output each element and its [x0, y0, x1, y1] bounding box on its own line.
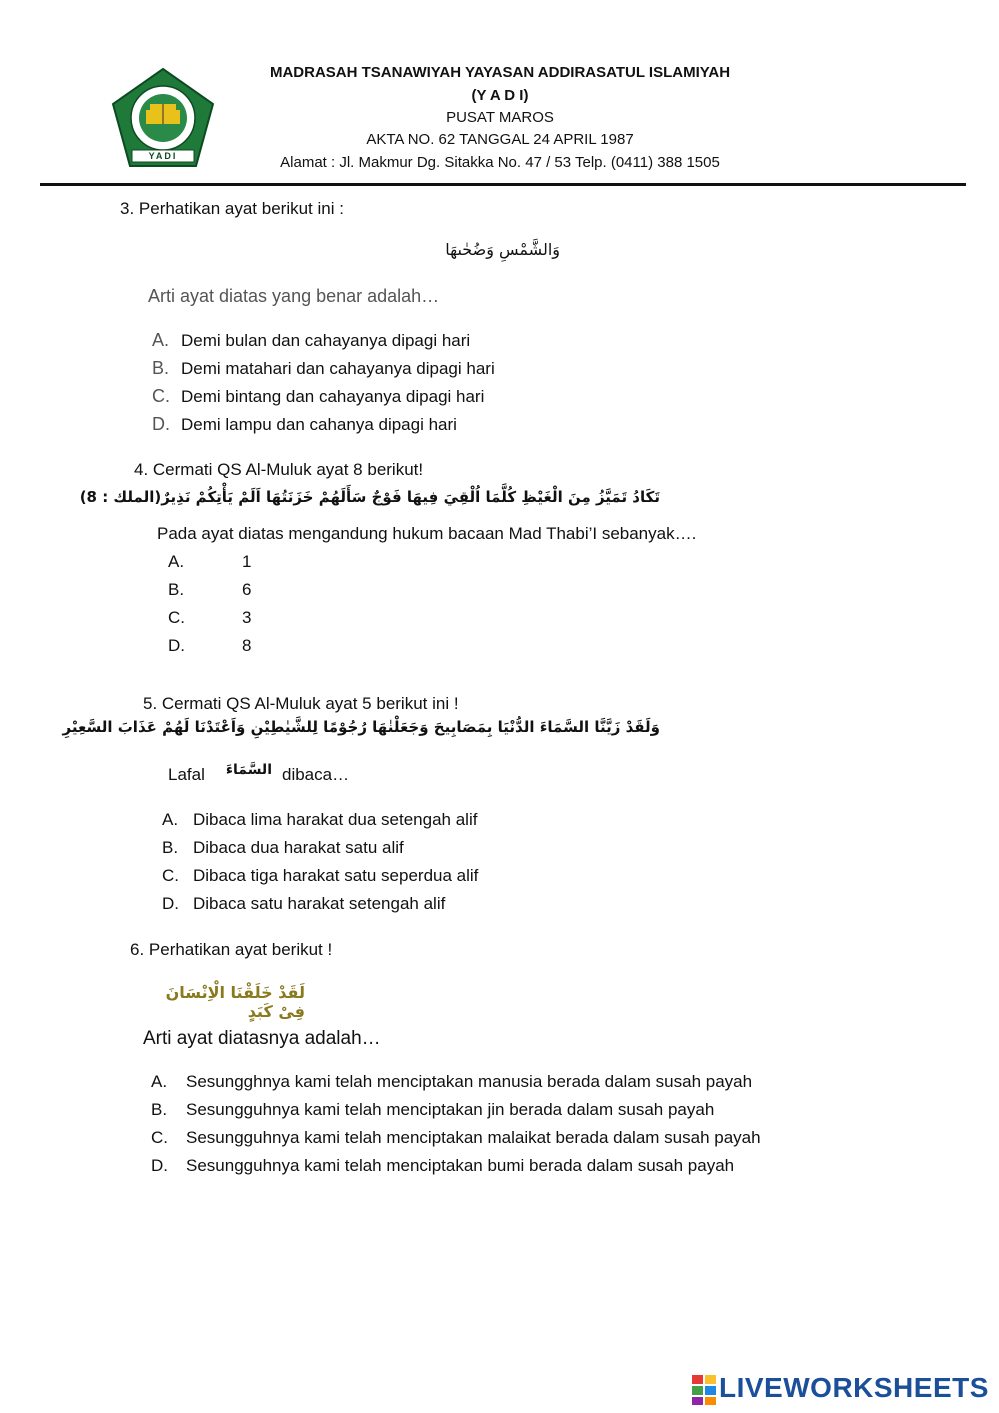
q3-option-c-text: Demi bintang dan cahayanya dipagi hari [181, 387, 485, 406]
q3-option-a-letter: A. [152, 330, 170, 350]
q3-option-a[interactable] [152, 330, 470, 351]
header-divider [40, 183, 966, 186]
q3-option-c-letter: C. [152, 386, 170, 406]
q5-option-d-letter: D. [162, 894, 179, 913]
q4-option-d[interactable] [168, 636, 251, 656]
q5-option-b-text: Dibaca dua harakat satu alif [193, 838, 404, 857]
q4-option-b-text: 6 [242, 580, 252, 599]
school-name: MADRASAH TSANAWIYAH YAYASAN ADDIRASATUL ISLAMIYAH [269, 64, 731, 81]
q3-option-a-text: Demi bulan dan cahayanya dipagi hari [181, 331, 471, 350]
q6-option-d[interactable] [151, 1156, 734, 1176]
q4-option-a[interactable] [168, 552, 251, 572]
q6-option-a[interactable] [151, 1072, 752, 1092]
school-akta: AKTA NO. 62 TANGGAL 24 APRIL 1987 [366, 131, 634, 148]
q3-option-b-letter: B. [152, 358, 170, 378]
q5-option-c-text: Dibaca tiga harakat satu seperdua alif [193, 866, 479, 885]
q4-option-a-text: 1 [242, 552, 252, 571]
q3-option-b-text: Demi matahari dan cahayanya dipagi hari [181, 359, 495, 378]
q4-option-c-text: 3 [242, 608, 252, 627]
q5-option-b-letter: B. [162, 838, 179, 857]
q4-option-a-letter: A. [168, 552, 185, 571]
school-abbr: (Y A D I) [471, 87, 529, 104]
q5-option-d[interactable] [162, 894, 445, 914]
q4-option-b[interactable] [168, 580, 251, 600]
q5-arabic: وَلَقَدْ زَيَّنَّا السَّمَاءَ الدُّنْيَا بِمَصَابِيحَ وَجَعَلْنٰهَا رُجُوْمًا لِلشَّيٰطِيْنِ وَاَعْتَدْنَا لَهُمْ عَذَابَ السَّعِيْرِ [62, 718, 660, 736]
liveworksheets-brand [692, 1372, 992, 1406]
q5-title: 5. Cermati QS Al-Muluk ayat 5 berikut ini ! [143, 694, 459, 713]
q6-option-a-text: Sesungghnya kami telah menciptakan manusia berada dalam susah payah [186, 1072, 753, 1091]
logo-text: YADI [148, 151, 178, 161]
q4-title: 4. Cermati QS Al-Muluk ayat 8 berikut! [134, 460, 424, 479]
q5-lafal-arabic: السَّمَاءَ [225, 762, 272, 778]
q3-option-b[interactable] [152, 358, 495, 379]
q6-title: 6. Perhatikan ayat berikut ! [130, 940, 333, 959]
q6-option-b-letter: B. [151, 1100, 168, 1119]
q6-option-a-letter: A. [151, 1072, 168, 1091]
q4-option-d-letter: D. [168, 636, 185, 655]
q5-option-b[interactable] [162, 838, 404, 858]
q6-option-d-text: Sesungguhnya kami telah menciptakan bumi berada dalam susah payah [186, 1156, 735, 1175]
q6-option-c[interactable] [151, 1128, 761, 1148]
q6-prompt: Arti ayat diatasnya adalah… [143, 1028, 381, 1049]
q3-option-c[interactable] [152, 386, 484, 407]
q4-option-c-letter: C. [168, 608, 185, 627]
q4-prompt: Pada ayat diatas mengandung hukum bacaan Mad Thabi’I sebanyak…. [157, 524, 697, 543]
liveworksheets-text: LIVEWORKSHEETS [719, 1372, 989, 1403]
q4-option-c[interactable] [168, 608, 251, 628]
q6-option-c-text: Sesungguhnya kami telah menciptakan malaikat berada dalam susah payah [186, 1128, 761, 1147]
q5-option-a-text: Dibaca lima harakat dua setengah alif [193, 810, 478, 829]
q5-option-a-letter: A. [162, 810, 179, 829]
q5-lafal-label: Lafal [168, 765, 205, 784]
q3-option-d-letter: D. [152, 414, 170, 434]
q5-option-a[interactable] [162, 810, 477, 830]
liveworksheets-logo-icon [692, 1375, 716, 1405]
q3-prompt: Arti ayat diatas yang benar adalah… [148, 286, 440, 306]
school-place: PUSAT MAROS [446, 109, 554, 126]
q4-option-b-letter: B. [168, 580, 185, 599]
q6-option-b[interactable] [151, 1100, 714, 1120]
q4-arabic: تَكَادُ تَمَيَّزُ مِنَ الْغَيْظِ كُلَّمَا اُلْقِيَ فِيهَا فَوْجٌ سَأَلَهُمْ خَزَنَتُهَا اَلَمْ يَأْتِكُمْ نَذِيرٌ(الملك : 8) [79, 488, 660, 506]
q5-option-d-text: Dibaca satu harakat setengah alif [193, 894, 446, 913]
q3-arabic: وَالشَّمْسِ وَضُحٰىهَا [445, 240, 560, 259]
q4-option-d-text: 8 [242, 636, 252, 655]
q6-option-b-text: Sesungguhnya kami telah menciptakan jin berada dalam susah payah [186, 1100, 715, 1119]
q6-option-d-letter: D. [151, 1156, 168, 1175]
q3-option-d[interactable] [152, 414, 457, 435]
q6-option-c-letter: C. [151, 1128, 168, 1147]
q5-option-c-letter: C. [162, 866, 179, 885]
q5-lafal-suffix: dibaca… [282, 765, 350, 784]
q5-option-c[interactable] [162, 866, 478, 886]
q6-arabic: لَقَدْ خَلَقْنَا الْاِنْسَانَ فِىْ كَبَدٍ [165, 983, 305, 1021]
q3-option-d-text: Demi lampu dan cahanya dipagi hari [181, 415, 457, 434]
q3-title: 3. Perhatikan ayat berikut ini : [120, 199, 344, 218]
school-address: Alamat : Jl. Makmur Dg. Sitakka No. 47 / 53 Telp. (0411) 388 1505 [280, 154, 720, 171]
